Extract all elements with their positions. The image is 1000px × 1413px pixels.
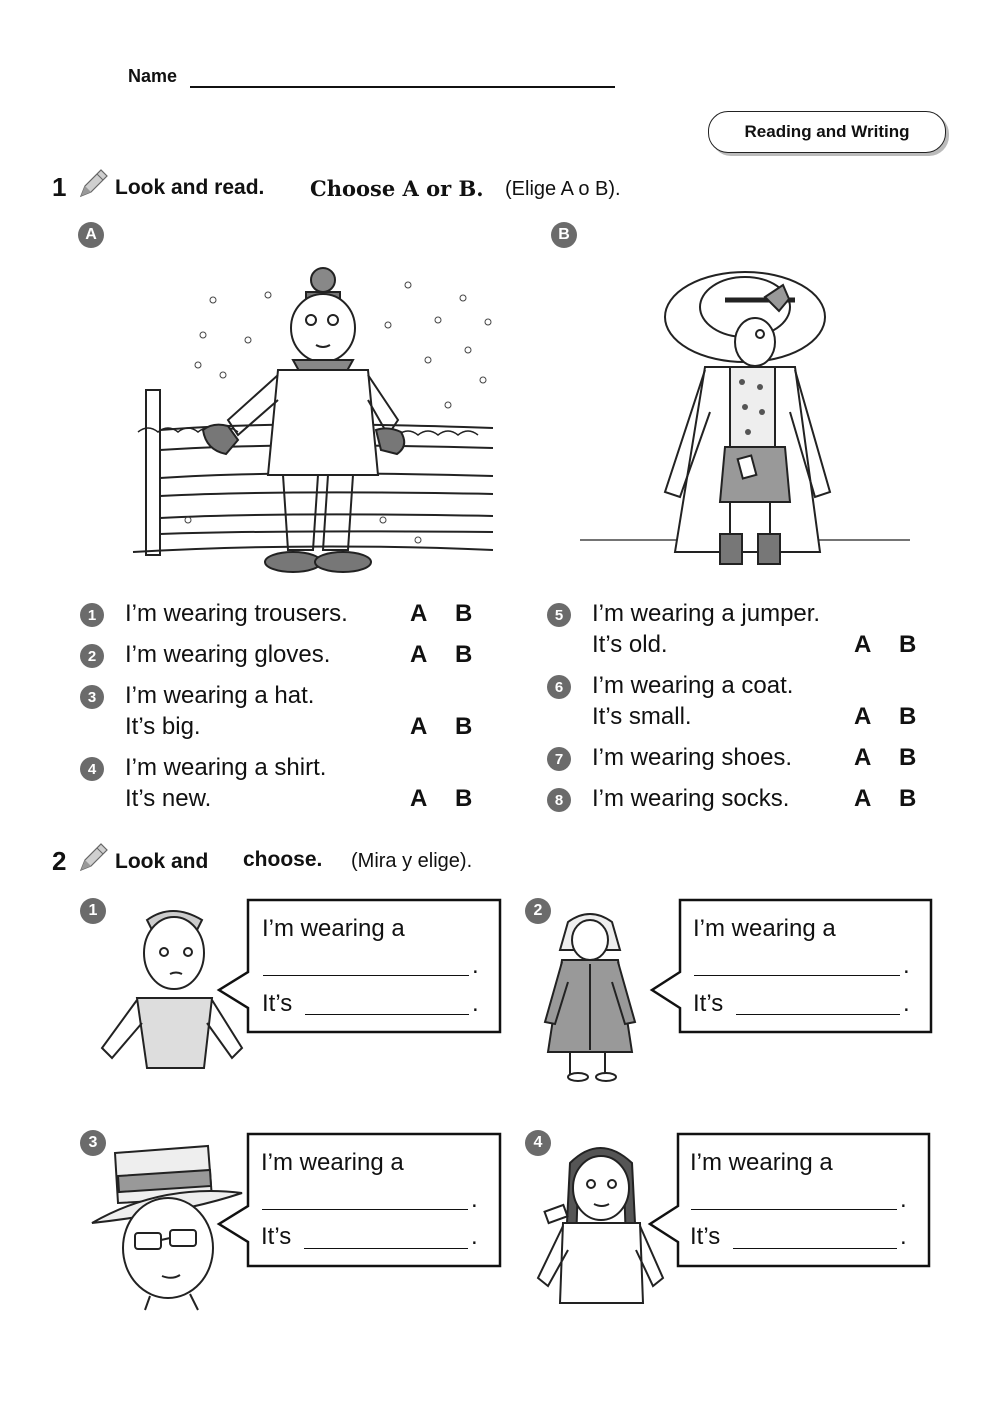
s2-item-2-text: I’m wearing a (693, 915, 836, 942)
item-8-text: I’m wearing socks. (592, 785, 790, 812)
s2-item-4-its: It’s (690, 1223, 721, 1250)
item-2-number: 2 (80, 644, 104, 668)
item-8-option-b[interactable]: B (899, 785, 917, 812)
item-1-text: I’m wearing trousers. (125, 600, 348, 627)
item-6-option-b[interactable]: B (899, 703, 917, 730)
section-1-number: 1 (52, 172, 67, 202)
item-4-text: I’m wearing a shirt. (125, 754, 327, 781)
item-3-text: I’m wearing a hat. (125, 682, 315, 709)
picture-a-boy-in-snow (128, 250, 498, 580)
item-3-option-b[interactable]: B (455, 713, 473, 740)
item-5-text-2: It’s old. (592, 631, 668, 658)
item-1-option-b[interactable]: B (455, 600, 473, 627)
item-8-option-a[interactable]: A (854, 785, 872, 812)
s2-item-3-blank-2[interactable] (304, 1248, 468, 1249)
s2-item-4-blank-2[interactable] (733, 1248, 897, 1249)
s2-item-1-period: . (472, 952, 479, 979)
s2-item-1-period-2: . (472, 990, 479, 1017)
item-6-option-a[interactable]: A (854, 703, 872, 730)
item-8-number: 8 (547, 788, 571, 812)
section-1-title: Look and read. (115, 176, 265, 199)
section-1-instruction: Choose A or B. (310, 176, 484, 201)
item-6-text: I’m wearing a coat. (592, 672, 794, 699)
item-5-text: I’m wearing a jumper. (592, 600, 821, 627)
s2-item-3-its: It’s (261, 1223, 292, 1250)
item-6-text-2: It’s small. (592, 703, 692, 730)
item-3-option-a[interactable]: A (410, 713, 428, 740)
s2-item-4-period-2: . (900, 1223, 907, 1250)
item-4-text-2: It’s new. (125, 785, 212, 812)
s2-item-3-period-2: . (471, 1223, 478, 1250)
s2-item-2-its: It’s (693, 990, 724, 1017)
item-1-number: 1 (80, 603, 104, 627)
s2-item-4-blank-1[interactable] (691, 1209, 897, 1210)
item-4-option-b[interactable]: B (455, 785, 473, 812)
s2-item-1-its: It’s (262, 990, 293, 1017)
item-5-number: 5 (547, 603, 571, 627)
pencil-icon (75, 842, 109, 876)
item-7-number: 7 (547, 747, 571, 771)
name-label: Name (128, 66, 178, 86)
s2-girl-coat-picture (540, 912, 640, 1084)
item-3-number: 3 (80, 685, 104, 709)
item-4-option-a[interactable]: A (410, 785, 428, 812)
s2-item-1-blank-1[interactable] (263, 975, 469, 976)
s2-item-1-number: 1 (80, 898, 106, 924)
s2-item-1-blank-2[interactable] (305, 1014, 469, 1015)
s2-item-3-text: I’m wearing a (261, 1149, 404, 1176)
s2-item-4-text: I’m wearing a (690, 1149, 833, 1176)
section-2-title: Look and (115, 850, 209, 873)
item-7-option-b[interactable]: B (899, 744, 917, 771)
item-2-option-a[interactable]: A (410, 641, 428, 668)
s2-item-3-period: . (471, 1186, 478, 1213)
item-5-option-b[interactable]: B (899, 631, 917, 658)
picture-label-a: A (78, 222, 104, 248)
item-6-number: 6 (547, 675, 571, 699)
section-2-title-2: choose. (243, 848, 323, 871)
s2-item-4-period: . (900, 1186, 907, 1213)
item-1-option-a[interactable]: A (410, 600, 428, 627)
item-2-text: I’m wearing gloves. (125, 641, 331, 668)
picture-b-girl-in-big-clothes (580, 262, 910, 580)
picture-label-b: B (551, 222, 577, 248)
section-2-note: (Mira y elige). (351, 850, 473, 872)
s2-item-2-blank-2[interactable] (736, 1014, 900, 1015)
item-7-text: I’m wearing shoes. (592, 744, 793, 771)
item-3-text-2: It’s big. (125, 713, 201, 740)
s2-item-1-text: I’m wearing a (262, 915, 405, 942)
s2-item-2-blank-1[interactable] (694, 975, 900, 976)
item-4-number: 4 (80, 757, 104, 781)
s2-item-2-period-2: . (903, 990, 910, 1017)
pencil-icon (75, 168, 109, 202)
s2-item-2-number: 2 (525, 898, 551, 924)
s2-item-2-period: . (903, 952, 910, 979)
s2-item-3-blank-1[interactable] (262, 1209, 468, 1210)
section-1-note: (Elige A o B). (505, 178, 621, 200)
item-2-option-b[interactable]: B (455, 641, 473, 668)
section-2-number: 2 (52, 846, 67, 876)
item-5-option-a[interactable]: A (854, 631, 872, 658)
s2-item-3-number: 3 (80, 1130, 106, 1156)
section-badge: Reading and Writing (708, 111, 946, 153)
name-input-line[interactable] (190, 86, 615, 88)
item-7-option-a[interactable]: A (854, 744, 872, 771)
s2-item-4-number: 4 (525, 1130, 551, 1156)
